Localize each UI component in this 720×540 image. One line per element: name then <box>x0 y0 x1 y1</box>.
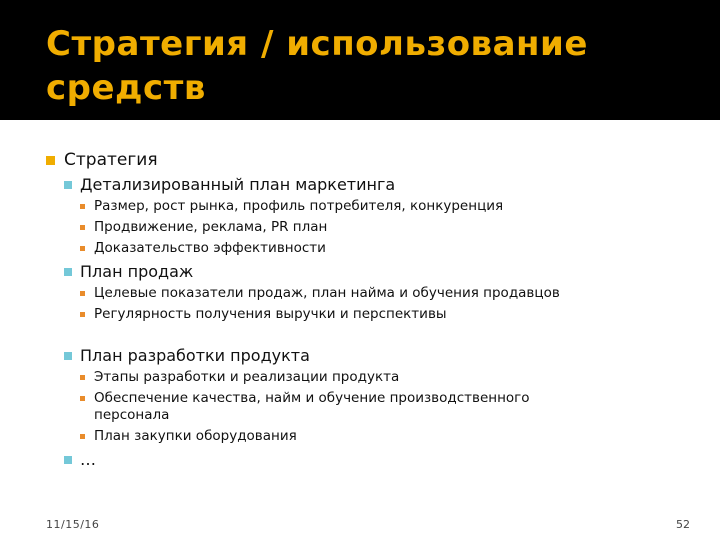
square-bullet-icon <box>64 268 72 276</box>
bullet-text: Этапы разработки и реализации продукта <box>94 369 400 385</box>
bullet-text: Детализированный план маркетинга <box>80 175 396 194</box>
bullet-strategy <box>46 148 686 172</box>
footer-date: 11/15/16 <box>46 518 100 531</box>
bullet-text: План закупки оборудования <box>94 428 297 444</box>
bullet-sales-2 <box>46 306 686 323</box>
bullet-text: Стратегия <box>64 150 158 170</box>
bullet-marketing-3 <box>46 240 686 257</box>
square-bullet-icon <box>80 396 85 401</box>
bullet-product-2 <box>46 390 686 424</box>
bullet-sales-plan <box>46 261 686 283</box>
square-bullet-icon <box>80 375 85 380</box>
bullet-marketing-2 <box>46 219 686 236</box>
square-bullet-icon <box>64 181 72 189</box>
square-bullet-icon <box>80 312 85 317</box>
square-bullet-icon <box>64 456 72 464</box>
square-bullet-icon <box>64 352 72 360</box>
title-bar <box>0 0 720 120</box>
page-number: 52 <box>676 518 690 531</box>
bullet-text: Доказательство эффективности <box>94 240 326 256</box>
bullet-text: Целевые показатели продаж, план найма и обучения продавцов <box>94 285 560 301</box>
bullet-text: Регулярность получения выручки и перспективы <box>94 306 447 322</box>
square-bullet-icon <box>80 225 85 230</box>
bullet-ellipsis <box>46 449 686 471</box>
bullet-text: План разработки продукта <box>80 346 310 365</box>
bullet-marketing-plan <box>46 174 686 196</box>
bullet-product-plan <box>46 345 686 367</box>
bullet-product-3 <box>46 428 686 445</box>
bullet-text: … <box>80 450 96 469</box>
slide-content <box>46 148 686 473</box>
slide-title: Стратегия / использование средств <box>46 24 588 108</box>
square-bullet-icon <box>46 156 55 165</box>
bullet-product-1 <box>46 369 686 386</box>
bullet-text: Продвижение, реклама, PR план <box>94 219 328 235</box>
bullet-marketing-1 <box>46 198 686 215</box>
spacer <box>46 327 686 345</box>
bullet-text: Обеспечение качества, найм и обучение производственного персонала <box>94 390 530 423</box>
bullet-sales-1 <box>46 285 686 302</box>
square-bullet-icon <box>80 204 85 209</box>
bullet-text: План продаж <box>80 262 194 281</box>
square-bullet-icon <box>80 434 85 439</box>
square-bullet-icon <box>80 246 85 251</box>
bullet-text: Размер, рост рынка, профиль потребителя, конкуренция <box>94 198 504 214</box>
square-bullet-icon <box>80 291 85 296</box>
